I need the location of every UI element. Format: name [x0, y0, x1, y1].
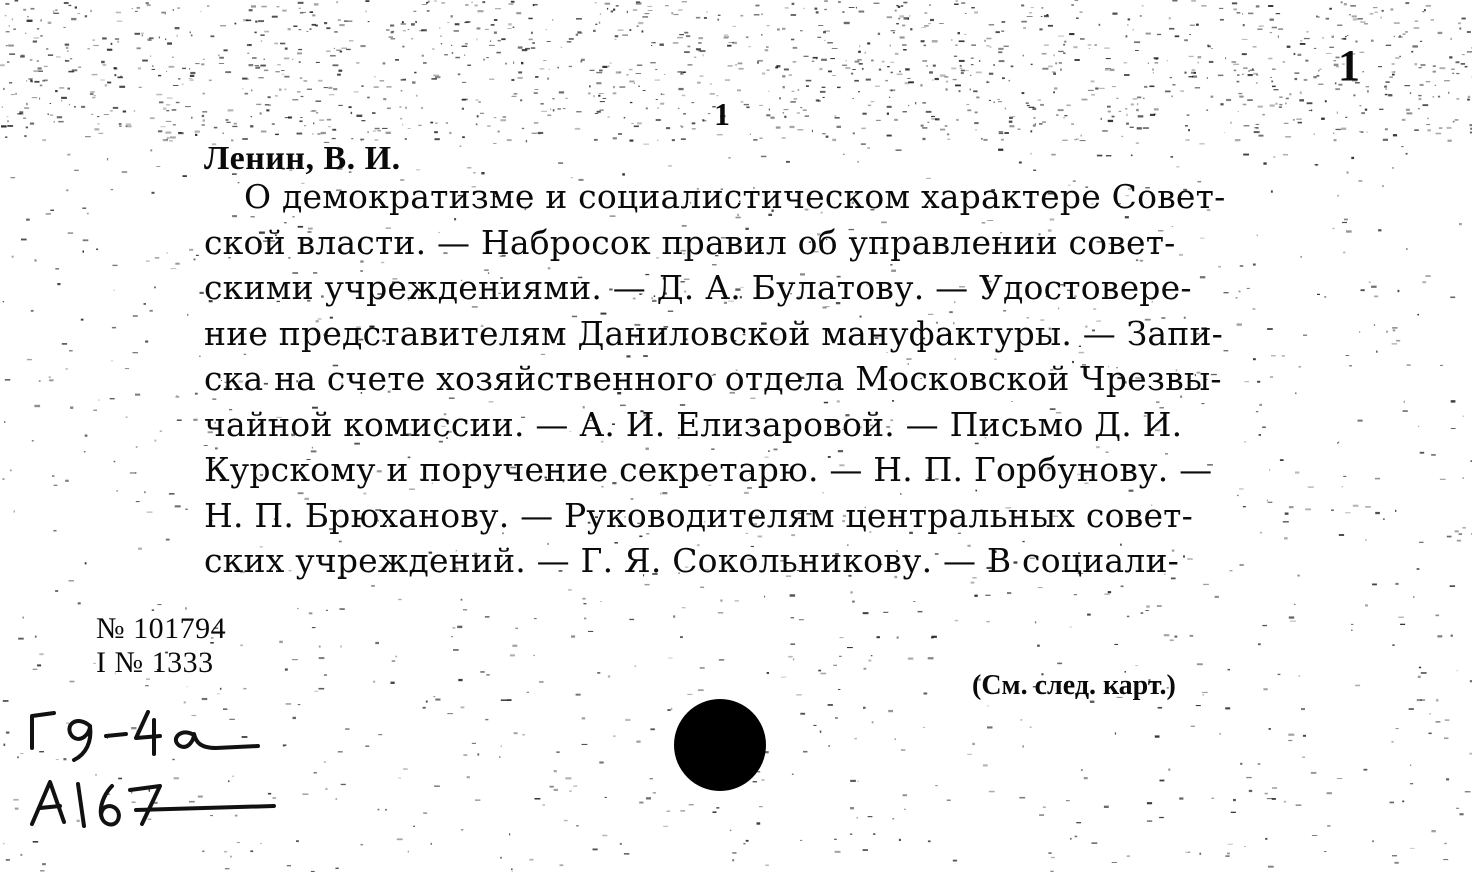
- body-line: чайной комиссии. — А. И. Елизаровой. — Письмо Д. И.: [204, 404, 1183, 444]
- card-body-text: [204, 174, 1364, 584]
- card-corner-number: 1: [1338, 41, 1360, 90]
- card-center-number: 1: [714, 96, 730, 132]
- inventory-number-secondary: I № 1333: [96, 646, 214, 679]
- body-line: скими учреждениями. — Д. А. Булатову. — Удостовере-: [204, 268, 1192, 307]
- body-line: ской власти. — Набросок правил об управлении совет-: [204, 222, 1176, 262]
- body-line: ние представителям Даниловской мануфактуры. — Запи-: [204, 313, 1224, 353]
- body-line: Н. П. Брюханову. — Руководителям центральных совет-: [204, 495, 1193, 535]
- body-line: Курскому и поручение секретарю. — Н. П. Горбунову. —: [204, 450, 1213, 489]
- body-line: О демократизме и социалистическом характере Совет-: [244, 177, 1226, 216]
- body-line: ских учреждений. — Г. Я. Сокольникову. — В социали-: [204, 541, 1179, 580]
- body-line: ска на счете хозяйственного отдела Московской Чрезвы-: [204, 359, 1222, 398]
- inventory-block: [96, 612, 226, 680]
- inventory-number: № 101794: [96, 612, 227, 645]
- handwritten-notes: [20, 690, 290, 860]
- author-heading: Ленин, В. И.: [204, 140, 401, 177]
- continuation-note: (См. след. карт.): [972, 670, 1176, 701]
- punch-hole: [674, 699, 766, 791]
